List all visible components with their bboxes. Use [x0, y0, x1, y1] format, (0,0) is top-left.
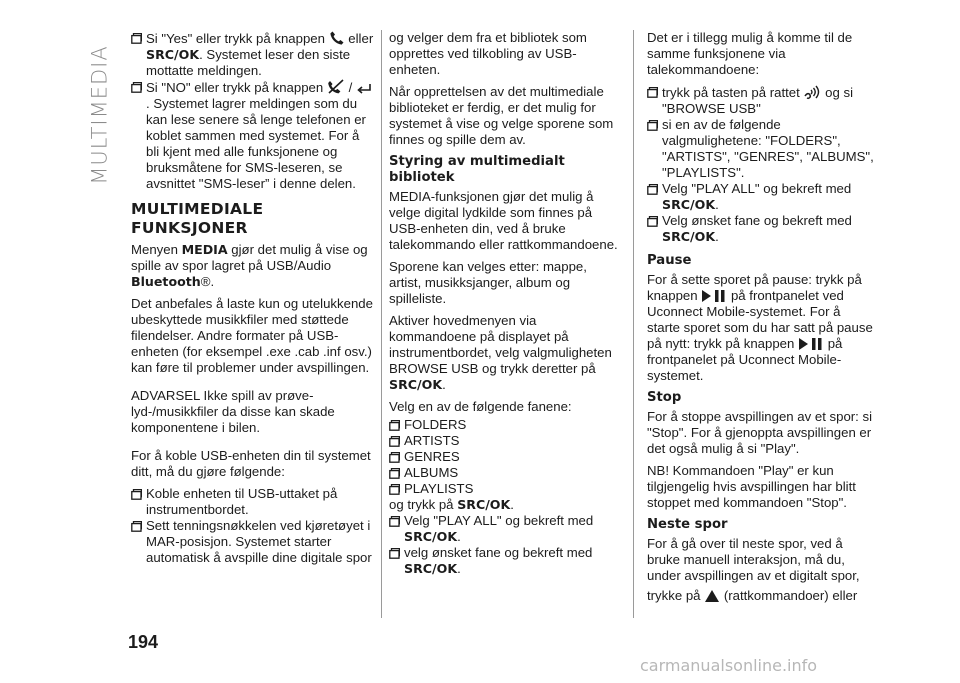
play-pause-icon [701, 289, 727, 303]
bullet-icon [131, 521, 142, 532]
srcok-key: SRC/OK [389, 377, 443, 392]
bullet-connect-2: Sett tenningsnøkkelen ved kjøretøyet i MAR-posisjon. Systemet starter automatisk å avspille dine digitale spor [131, 518, 375, 566]
paragraph-choose: Velg en av de følgende fanene: [389, 399, 572, 414]
bullet-icon [131, 82, 142, 93]
paragraph-recommend: Det anbefales å laste kun og utelukkende ubeskyttede musikkfiler med støttede filendelser. Andre formater på USB-enheten (for eksempel .exe .cab .inf osv.) kan føre til problemer under avspillingen. [131, 296, 373, 375]
paragraph-activate: Aktiver hovedmenyen via kommandoene på displayet på instrumentbordet, velg valgmuligheten BROWSE USB og trykk deretter på SRC/OK. [389, 313, 612, 392]
bullet-select-track: velg ønsket fane og bekreft med SRC/OK. [389, 545, 619, 577]
bullet-icon [389, 548, 400, 559]
column-2 [389, 30, 619, 577]
paragraph-next-b: trykke på (rattkommandoer) eller [647, 588, 858, 603]
paragraph-stop: For å stoppe avspillingen av et spor: si "Stop". For å gjenoppta avspillingen er det også mulig å si "Play". [647, 409, 873, 456]
paragraph-pause: For å sette sporet på pause: trykk på knappen på frontpanelet ved Uconnect Mobile-systemet. For å starte sporet som du har satt på pause på nytt: trykk på knappen på frontpanelet på Uconnect Mobile-systemet. [647, 272, 873, 383]
page-number: 194 [128, 632, 159, 652]
srcok-key: SRC/OK [662, 197, 716, 212]
voice-command-icon [803, 84, 821, 100]
heading-next-track: Neste spor [647, 517, 728, 532]
bullet-icon [131, 489, 142, 500]
paragraph-media-func: MEDIA-funksjonen gjør det mulig å velge digital lydkilde som finnes på USB-enheten din, ved å bruke talekommando eller rattkommandoene. [389, 189, 618, 252]
up-arrow-icon [704, 589, 720, 603]
column-1 [131, 30, 375, 566]
paragraph-nb: NB! Kommandoen "Play" er kun tilgjengelig hvis avspillingen har blitt stoppet med kommandoen "Stop". [647, 463, 856, 510]
srcok-key: SRC/OK [404, 529, 458, 544]
paragraph-connect-intro: For å koble USB-enheten din til systemet ditt, må du gjøre følgende: [131, 448, 371, 479]
heading-stop: Stop [647, 390, 682, 405]
phone-icon [329, 30, 345, 46]
back-icon [356, 81, 372, 95]
paragraph-tracks: Sporene kan velges etter: mappe, artist, musikksjanger, album og spilleliste. [389, 259, 587, 306]
heading-pause: Pause [647, 253, 692, 268]
heading-library-control: Styring av multimedialt bibliotek [389, 154, 565, 185]
bullet-icon [389, 484, 400, 495]
section-title: MULTIMEDIA [88, 45, 112, 185]
bullet-no: Si "NO" eller trykk på knappen / . Systemet lagrer meldingen som du kan lese senere så lenge telefonen er koblet sammen med systemet. For å bli kjent med alle funksjonene og bruksmåtene for SMS-leseren, se avsnittet "SMS-leser” i denne delen. [131, 79, 375, 192]
bullet-icon [389, 420, 400, 431]
list-item: PLAYLISTS [389, 481, 619, 497]
press-srcok-line: og trykk på SRC/OK. [389, 497, 514, 512]
bullet-press-button: trykk på tasten på rattet og si "BROWSE USB" [647, 84, 877, 117]
srcok-key: SRC/OK [404, 561, 458, 576]
bullet-connect-1: Koble enheten til USB-uttaket på instrumentbordet. [131, 486, 375, 518]
list-item: FOLDERS [389, 417, 619, 433]
media-key: MEDIA [181, 242, 228, 257]
bullet-select-track: Velg ønsket fane og bekreft med SRC/OK. [647, 213, 877, 245]
bullet-play-all: Velg "PLAY ALL" og bekreft med SRC/OK. [647, 181, 877, 213]
bullet-yes: Si "Yes" eller trykk på knappen eller SRC/OK. Systemet leser den siste mottatte meldingen. [131, 30, 375, 79]
watermark: carmanualsonline.info [640, 656, 818, 675]
bullet-icon [131, 33, 142, 44]
column-divider [633, 30, 634, 618]
paragraph-menu: Menyen MEDIA gjør det mulig å vise og spille av spor lagret på USB/Audio Bluetooth®. [131, 242, 368, 289]
paragraph-also: Det er i tillegg mulig å komme til de samme funksjonene via talekommandoene: [647, 30, 853, 77]
paragraph-cont: og velger dem fra et bibliotek som opprettes ved tilkobling av USB-enheten. [389, 30, 587, 77]
srcok-key: SRC/OK [457, 497, 511, 512]
bullet-icon [647, 87, 658, 98]
bullet-icon [647, 216, 658, 227]
srcok-key: SRC/OK [146, 47, 200, 62]
srcok-key: SRC/OK [662, 229, 716, 244]
heading-multimedia-functions: MULTIMEDIALE FUNKSJONER [131, 200, 264, 237]
bullet-play-all: Velg "PLAY ALL" og bekreft med SRC/OK. [389, 513, 619, 545]
bullet-icon [389, 452, 400, 463]
list-item: GENRES [389, 449, 619, 465]
bullet-say-option: si en av de følgende valgmulighetene: "FOLDERS", "ARTISTS", "GENRES", "ALBUMS", "PLAYLISTS". [647, 117, 877, 181]
paragraph-library-done: Når opprettelsen av det multimediale biblioteket er ferdig, er det mulig for systemet å vise og velge sporene som finnes og spille dem av. [389, 84, 614, 147]
column-divider [381, 30, 382, 618]
bullet-icon [389, 436, 400, 447]
play-pause-icon [798, 337, 824, 351]
bullet-icon [647, 120, 658, 131]
hangup-icon [327, 79, 345, 95]
list-item: ARTISTS [389, 433, 619, 449]
bullet-icon [647, 184, 658, 195]
bullet-icon [389, 468, 400, 479]
list-item: ALBUMS [389, 465, 619, 481]
column-3 [647, 30, 877, 610]
paragraph-warning: ADVARSEL Ikke spill av prøve-lyd-/musikkfiler da disse kan skade komponentene i bilen. [131, 388, 335, 435]
paragraph-next-a: For å gå over til neste spor, ved å bruke manuell interaksjon, må du, under avspillingen av et digitalt spor, [647, 536, 860, 583]
tab-list [389, 417, 619, 497]
bluetooth-label: Bluetooth [131, 274, 201, 289]
bullet-icon [389, 516, 400, 527]
